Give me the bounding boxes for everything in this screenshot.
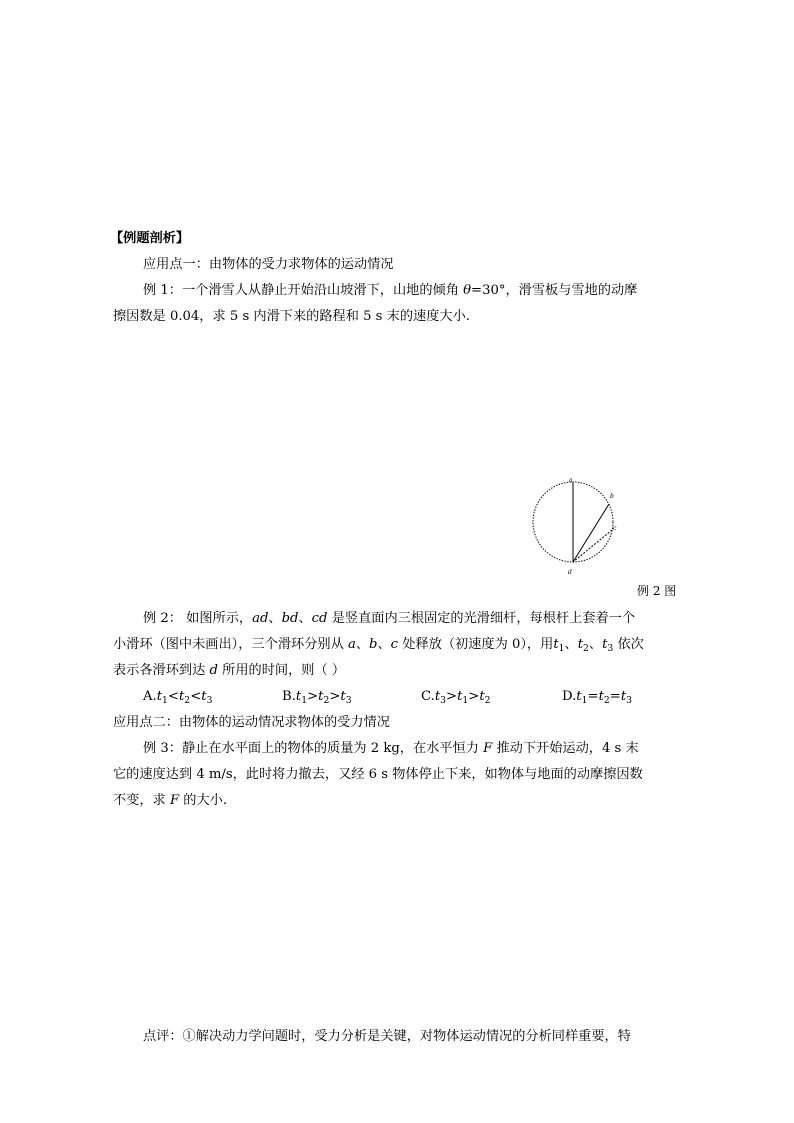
application-point-2: 应用点二：由物体的运动情况求物体的受力情况 (113, 715, 390, 730)
label-c: c (613, 525, 617, 532)
label-d: d (568, 569, 572, 576)
rod-bd (573, 504, 609, 562)
example-2-line-2: 小滑环（图中未画出），三个滑环分别从 a、b、c 处释放（初速度为 0），用$t_1$、$t_2$、$t_3$ 依次 (113, 637, 644, 654)
comment-line: 点评：①解决动力学问题时，受力分析是关键，对物体运动情况的分析同样重要，特 (143, 1029, 631, 1044)
option-d: $D.t_1=t_2=t_3$ (562, 689, 633, 706)
example-2-line-3: 表示各滑环到达 d 所用的时间，则（ ） (113, 663, 346, 678)
circle-rods-figure (530, 478, 620, 580)
example-3-line-3: 不变，求 F 的大小. (113, 793, 228, 808)
option-c: $C.t_3>t_1>t_2$ (421, 689, 491, 706)
example-1-line-1: 例 1：一个滑雪人从静止开始沿山坡滑下，山地的倾角 θ=30°，滑雪板与雪地的动摩 (143, 283, 638, 298)
example-3-line-1: 例 3：静止在水平面上的物体的质量为 2 kg，在水平恒力 F 推动下开始运动，4 s 末 (143, 741, 639, 756)
application-point-1: 应用点一：由物体的受力求物体的运动情况 (143, 257, 394, 272)
label-a: a (569, 478, 573, 484)
option-b: $B.t_1>t_2>t_3$ (282, 689, 352, 706)
option-a: $A.t_1<t_2<t_3$ (143, 689, 213, 706)
example-3-line-2: 它的速度达到 4 m/s，此时将力撤去，又经 6 s 物体停止下来，如物体与地面的动摩擦因数 (113, 767, 643, 782)
label-b: b (610, 493, 614, 500)
example-1-line-2: 擦因数是 0.04，求 5 s 内滑下来的路程和 5 s 末的速度大小. (113, 309, 470, 324)
figure-caption: 例 2 图 (637, 584, 677, 598)
example-2-line-1: 例 2： 如图所示，ad、bd、cd 是竖直面内三根固定的光滑细杆，每根杆上套着一个 (143, 611, 636, 626)
section-heading: 【例题剖析】 (110, 231, 190, 246)
